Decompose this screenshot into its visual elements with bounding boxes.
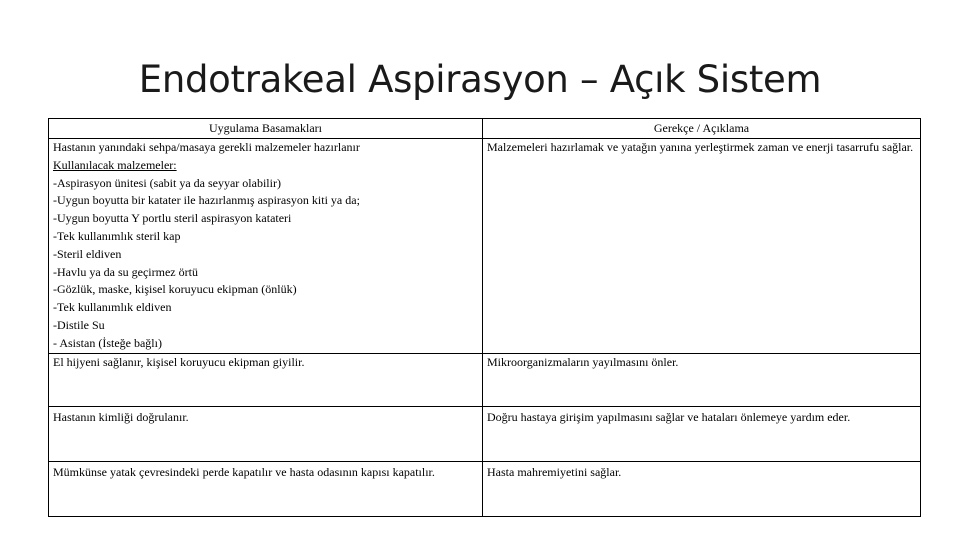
materials-heading: Kullanılacak malzemeler: (53, 157, 177, 172)
material-item: -Uygun boyutta bir katater ile hazırlanmış aspirasyon kiti ya da; (53, 193, 360, 208)
material-item: -Gözlük, maske, kişisel koruyucu ekipman (önlük) (53, 282, 297, 297)
table-row (49, 353, 921, 406)
step-cell: Mümkünse yatak çevresindeki perde kapatılır ve hasta odasının kapısı kapatılır. (49, 461, 483, 516)
material-item: - Asistan (İsteğe bağlı) (53, 335, 162, 350)
step-cell: Hastanın kimliği doğrulanır. (49, 406, 483, 461)
reason-cell: Doğru hastaya girişim yapılmasını sağlar ve hataları önlemeye yardım eder. (483, 406, 921, 461)
step-cell (49, 139, 483, 354)
table-row (49, 406, 921, 461)
material-item: -Tek kullanımlık steril kap (53, 228, 181, 243)
reason-cell: Hasta mahremiyetini sağlar. (483, 461, 921, 516)
material-item: -Distile Su (53, 317, 105, 332)
material-item: -Aspirasyon ünitesi (sabit ya da seyyar olabilir) (53, 175, 281, 190)
header-reason: Gerekçe / Açıklama (483, 119, 921, 139)
step-cell: El hijyeni sağlanır, kişisel koruyucu ekipman giyilir. (49, 353, 483, 406)
procedure-table (48, 118, 921, 517)
material-item: -Uygun boyutta Y portlu steril aspirasyon kataterі (53, 211, 292, 226)
table-header-row (49, 119, 921, 139)
reason-cell: Mikroorganizmaların yayılmasını önler. (483, 353, 921, 406)
table-row (49, 461, 921, 516)
step-line: Hastanın yanındaki sehpa/masaya gerekli malzemeler hazırlanır (53, 140, 360, 154)
material-item: -Havlu ya da su geçirmez örtü (53, 264, 198, 279)
material-item: -Steril eldiven (53, 246, 122, 261)
material-item: -Tek kullanımlık eldiven (53, 300, 172, 315)
page-title: Endotrakeal Aspirasyon – Açık Sistem (138, 58, 822, 101)
table-row (49, 139, 921, 354)
header-steps: Uygulama Basamakları (49, 119, 483, 139)
reason-cell: Malzemeleri hazırlamak ve yatağın yanına yerleştirmek zaman ve enerji tasarrufu sağlar. (483, 139, 921, 354)
